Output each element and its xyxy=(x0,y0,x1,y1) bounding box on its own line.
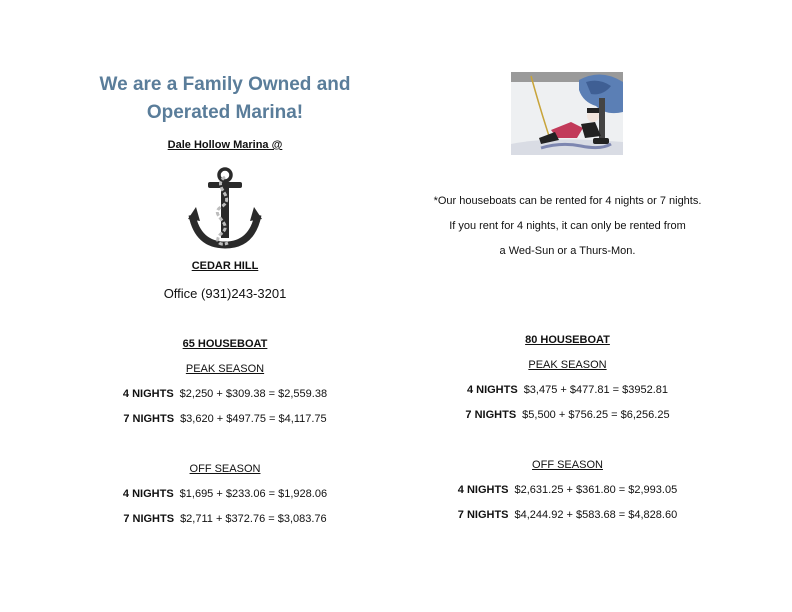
title-line-1: We are a Family Owned and xyxy=(99,74,351,95)
price-value: $2,631.25 + $361.80 = $2,993.05 xyxy=(514,484,678,496)
peak-season-label: PEAK SEASON xyxy=(528,359,607,371)
nights-label: 7 NIGHTS xyxy=(465,409,517,421)
price-value: $5,500 + $756.25 = $6,256.25 xyxy=(522,409,670,421)
rental-note-line-1: *Our houseboats can be rented for 4 nights or 7 nights. xyxy=(433,195,702,207)
nights-label: 4 NIGHTS xyxy=(122,488,174,500)
price-row xyxy=(415,409,720,421)
nights-label: 4 NIGHTS xyxy=(457,484,509,496)
rental-note-line-2: If you rent for 4 nights, it can only be rented from xyxy=(449,220,686,232)
off-season-label: OFF SEASON xyxy=(532,459,603,471)
price-row xyxy=(415,509,720,521)
nights-label: 4 NIGHTS xyxy=(122,388,174,400)
location-label: CEDAR HILL xyxy=(191,260,259,272)
price-row xyxy=(415,384,720,396)
price-row xyxy=(75,488,375,500)
office-phone: Office (931)243-3201 xyxy=(163,286,287,301)
rental-note-line-3: a Wed-Sun or a Thurs-Mon. xyxy=(499,245,636,257)
houseboat-65-title: 65 HOUSEBOAT xyxy=(182,338,268,350)
right-column xyxy=(415,0,720,612)
houseboat-80-title: 80 HOUSEBOAT xyxy=(525,334,610,346)
title-line-2: Operated Marina! xyxy=(146,102,304,123)
peak-season-label: PEAK SEASON xyxy=(185,363,265,375)
left-column xyxy=(75,0,375,612)
price-value: $3,475 + $477.81 = $3952.81 xyxy=(523,384,669,396)
fisherman-illustration xyxy=(511,72,623,155)
anchor-icon xyxy=(188,167,262,251)
price-value: $4,244.92 + $583.68 = $4,828.60 xyxy=(514,509,678,521)
off-season-label: OFF SEASON xyxy=(189,463,261,475)
price-row xyxy=(75,388,375,400)
nights-label: 7 NIGHTS xyxy=(123,513,175,525)
price-row xyxy=(75,413,375,425)
price-value: $3,620 + $497.75 = $4,117.75 xyxy=(180,413,327,425)
nights-label: 7 NIGHTS xyxy=(457,509,509,521)
price-value: $2,250 + $309.38 = $2,559.38 xyxy=(179,388,328,400)
price-row xyxy=(415,484,720,496)
marina-name: Dale Hollow Marina @ xyxy=(167,139,283,151)
price-value: $1,695 + $233.06 = $1,928.06 xyxy=(179,488,328,500)
price-row xyxy=(75,513,375,525)
nights-label: 7 NIGHTS xyxy=(123,413,175,425)
nights-label: 4 NIGHTS xyxy=(466,384,518,396)
price-value: $2,711 + $372.76 = $3,083.76 xyxy=(180,513,327,525)
